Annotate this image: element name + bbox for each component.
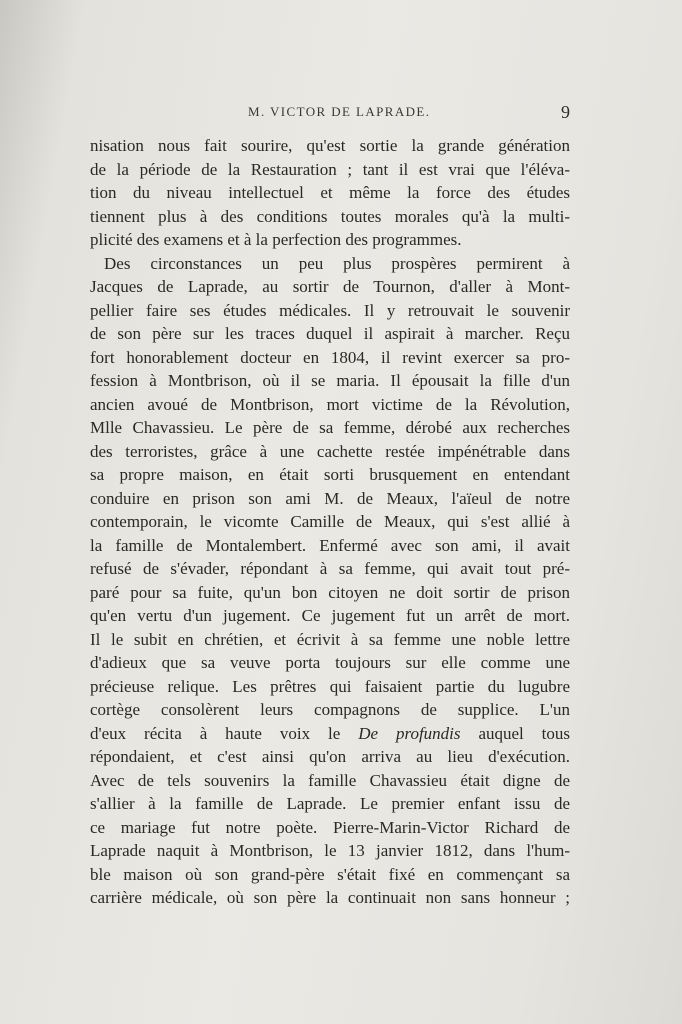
text-line: conduire en prison son ami M. de Meaux, l'aïeul de notre: [90, 488, 570, 508]
text-line: s'allier à la famille de Laprade. Le premier enfant issu de: [90, 794, 570, 813]
text-line: de la période de la Restauration ; tant il est vrai que l'éléva-: [90, 159, 570, 179]
text-line: pellier faire ses études médicales. Il y retrouvait le souvenir: [90, 300, 570, 320]
text-line: ancien avoué de Montbrison, mort victime de la Révolution,: [90, 394, 570, 414]
text-line: Laprade naquit à Montbrison, le 13 janvier 1812, dans l'hum-: [90, 841, 570, 860]
text-line: plicité des examens et à la perfection des programmes.: [90, 230, 462, 249]
text-line: Avec de tels souvenirs la famille Chavassieu était digne de: [90, 770, 570, 790]
italic-title: De profundis: [358, 723, 461, 743]
text-line: Mlle Chavassieu. Le père de sa femme, dérobé aux recherches: [90, 418, 570, 437]
text-line: fort honorablement docteur en 1804, il revint exercer sa pro-: [90, 347, 570, 367]
line-head: d'eux récita à haute voix le: [90, 723, 341, 743]
text-line: refusé de s'évader, répondant à sa femme, qui avait tout pré-: [90, 559, 570, 578]
text-line: ce mariage fut notre poète. Pierre-Marin-Victor Richard de: [90, 817, 570, 837]
text-line: qu'en vertu d'un jugement. Ce jugement fut un arrêt de mort.: [90, 606, 570, 625]
body-text: [90, 134, 570, 910]
text-line: la famille de Montalembert. Enfermé avec son ami, il avait: [90, 535, 570, 555]
page-number: 9: [561, 102, 570, 122]
text-line: Il le subit en chrétien, et écrivit à sa femme une noble lettre: [90, 629, 570, 649]
text-line: des terroristes, grâce à une cachette restée impénétrable dans: [90, 441, 570, 461]
text-line: précieuse relique. Les prêtres qui faisaient partie du lugubre: [90, 676, 570, 696]
text-line-with-italic: [90, 722, 570, 746]
page-header: [90, 104, 570, 128]
text-line: nisation nous fait sourire, qu'est sortie la grande génération: [90, 136, 570, 155]
text-line: tion du niveau intellectuel et même la force des études: [90, 183, 570, 202]
text-line: Jacques de Laprade, au sortir de Tournon, d'aller à Mont-: [90, 277, 570, 296]
text-line: fession à Montbrison, où il se maria. Il épousait la fille d'un: [90, 371, 570, 390]
line-tail: auquel tous: [478, 723, 570, 743]
text-line: de son père sur les traces duquel il aspirait à marcher. Reçu: [90, 324, 570, 343]
text-line: cortège consolèrent leurs compagnons de supplice. L'un: [90, 700, 570, 719]
text-line: paré pour sa fuite, qu'un bon citoyen ne doit sortir de prison: [90, 582, 570, 602]
text-line: tiennent plus à des conditions toutes morales qu'à la multi-: [90, 206, 570, 226]
text-line: carrière médicale, où son père la continuait non sans honneur ;: [90, 888, 570, 907]
text-line: contemporain, le vicomte Camille de Meaux, qui s'est allié à: [90, 512, 570, 531]
text-line: sa propre maison, en était sorti brusquement en entendant: [90, 465, 570, 484]
running-title: M. VICTOR DE LAPRADE.: [248, 104, 431, 119]
text-line: ble maison où son grand-père s'était fixé en commençant sa: [90, 864, 570, 884]
text-line: d'adieux que sa veuve porta toujours sur elle comme une: [90, 653, 570, 672]
text-line: Des circonstances un peu plus prospères permirent à: [104, 253, 570, 273]
text-line: répondaient, et c'est ainsi qu'on arriva au lieu d'exécution.: [90, 747, 570, 766]
